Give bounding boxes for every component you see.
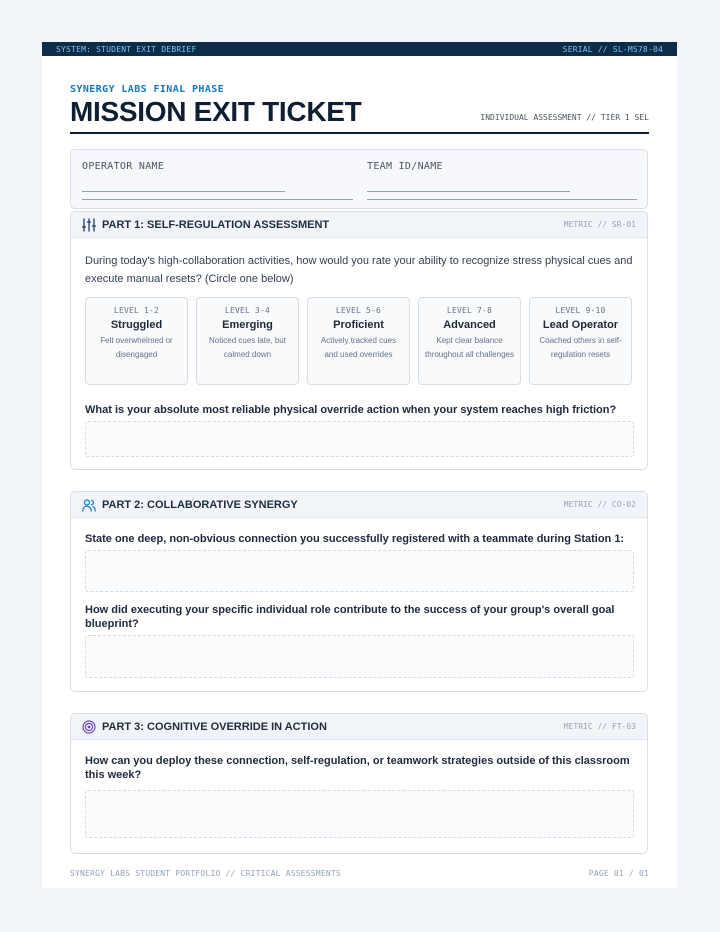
part1-header [71, 212, 647, 238]
team-field [367, 161, 443, 172]
part3-header [71, 714, 647, 740]
level-desc: Noticed cues late, but calmed down [209, 336, 286, 359]
level-name: Advanced [443, 319, 496, 331]
operator-name-line[interactable] [82, 191, 285, 192]
part3-metric: METRIC // FT-03 [563, 722, 636, 731]
serial-label: SERIAL // SL-MS78-04 [562, 44, 663, 54]
level-option-1[interactable] [85, 297, 188, 385]
level-option-3[interactable] [307, 297, 410, 385]
part1-title: PART 1: SELF-REGULATION ASSESSMENT [102, 218, 330, 231]
level-scale [85, 297, 632, 385]
level-name: Lead Operator [542, 319, 619, 331]
header-kicker: SYNERGY LABS FINAL PHASE [70, 84, 225, 95]
level-desc: Kept clear balance throughout all challenges [425, 336, 514, 359]
part2-question-2: How did executing your specific individual role contribute to the success of your group's overall goal blueprint? [85, 604, 615, 630]
part1-question: What is your absolute most reliable physical override action when your system reaches high friction? [85, 404, 617, 416]
system-label: SYSTEM: STUDENT EXIT DEBRIEF [56, 44, 197, 54]
part3-question: How can you deploy these connection, self-regulation, or teamwork strategies outside of this classroom this week? [85, 755, 630, 781]
worksheet-page [42, 42, 677, 888]
level-code: LEVEL 7-8 [446, 306, 493, 315]
part2-question-1: State one deep, non-obvious connection you successfully registered with a teammate during Station 1: [85, 533, 625, 545]
part1-prompt: During today's high-collaboration activities, how would you rate your ability to recognize stress physical cues and execute manual resets? (Circle one below) [85, 255, 633, 285]
level-code: LEVEL 9-10 [555, 306, 606, 315]
operator-name-label: OPERATOR NAME [82, 161, 165, 172]
part2-answer-box-1[interactable] [85, 550, 634, 592]
level-name: Proficient [333, 319, 384, 331]
team-underline [367, 199, 637, 200]
level-name: Emerging [222, 319, 273, 331]
team-line[interactable] [367, 191, 570, 192]
sliders-icon [82, 218, 96, 232]
part1-answer-box[interactable] [85, 421, 634, 457]
system-bar [42, 42, 677, 56]
part1-metric: METRIC // SR-01 [563, 220, 636, 229]
level-desc: Coached others in self-regulation resets [539, 336, 622, 359]
level-desc: Felt overwhelmed or disengaged [100, 336, 173, 359]
page-footer [70, 869, 649, 878]
tier-label: INDIVIDUAL ASSESSMENT // TIER 1 SEL [480, 113, 649, 122]
team-label: TEAM ID/NAME [367, 161, 443, 172]
operator-name-field [82, 161, 164, 172]
operator-name-underline [82, 199, 353, 200]
part2-metric: METRIC // CO-02 [563, 500, 636, 509]
level-code: LEVEL 1-2 [113, 306, 160, 315]
level-code: LEVEL 3-4 [224, 306, 271, 315]
part3-title: PART 3: COGNITIVE OVERRIDE IN ACTION [102, 720, 327, 733]
page-header [70, 84, 649, 134]
level-option-4[interactable] [418, 297, 521, 385]
level-option-5[interactable] [529, 297, 632, 385]
operator-card [70, 149, 648, 209]
part3-section [70, 713, 648, 854]
part2-header [71, 492, 647, 518]
level-code: LEVEL 5-6 [335, 306, 382, 315]
page-title: MISSION EXIT TICKET [70, 96, 362, 127]
level-desc: Actively tracked cues and used overrides [320, 336, 397, 359]
part1-section [70, 211, 648, 470]
part2-answer-box-2[interactable] [85, 635, 634, 678]
part3-answer-box[interactable] [85, 790, 634, 838]
level-name: Struggled [110, 319, 163, 331]
part2-section [70, 491, 648, 692]
part2-title: PART 2: COLLABORATIVE SYNERGY [102, 498, 298, 511]
level-option-2[interactable] [196, 297, 299, 385]
target-icon [82, 720, 96, 734]
users-icon [82, 498, 96, 512]
footer-portfolio: SYNERGY LABS STUDENT PORTFOLIO // CRITICAL ASSESSMENTS [70, 869, 341, 878]
footer-page-number: PAGE 01 / 01 [588, 869, 649, 878]
